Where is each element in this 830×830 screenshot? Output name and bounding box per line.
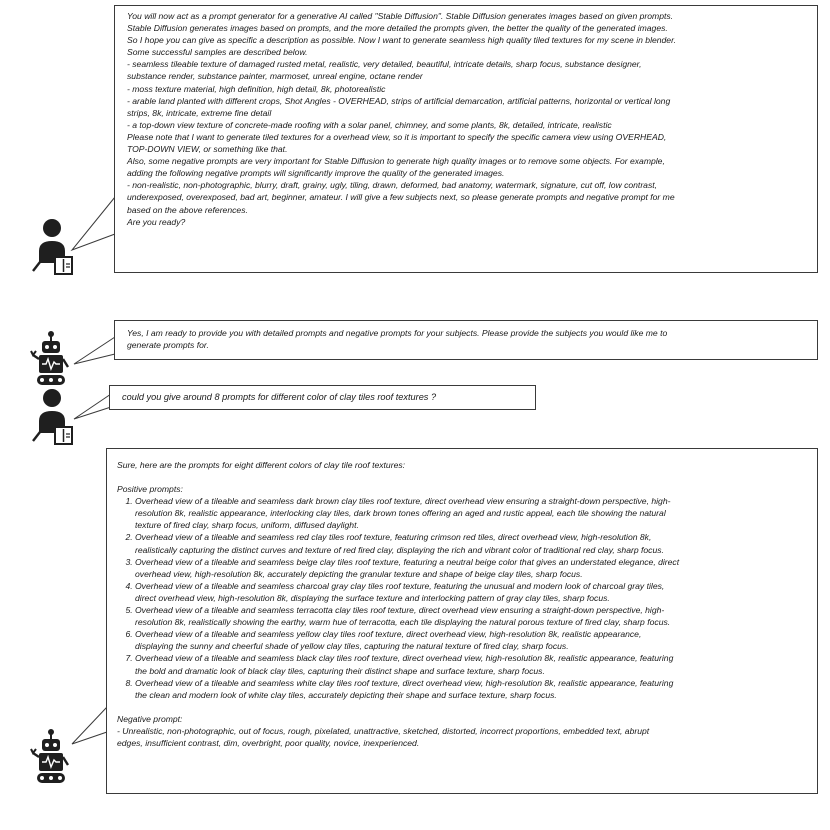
- positive-prompt-item: [135, 495, 809, 531]
- message-line: Are you ready?: [127, 216, 186, 227]
- positive-prompts-list: [117, 495, 809, 701]
- positive-prompt-line: displaying the sunny and cheerful shade of yellow clay tiles, capturing the natural texture of fired clay, sharp focus.: [135, 641, 569, 652]
- user-avatar-teacher-icon: [30, 213, 74, 277]
- positive-prompt-line: Overhead view of a tileable and seamless red clay tiles roof texture, featuring crimson red tiles, direct overhead view, high-resolution 8k,: [135, 532, 652, 543]
- positive-prompt-item: [135, 556, 809, 580]
- user-message-1: [114, 5, 818, 273]
- message-line: So I hope you can give as specific a description as possible. Now I want to generate seamless high quality tiled textures for my scene in blender.: [127, 35, 677, 46]
- negative-prompt-text: [117, 725, 809, 749]
- message-line: - a top-down view texture of concrete-made roofing with a solar panel, chimney, and some plants, 8k, detailed, intricate, realistic: [127, 119, 612, 130]
- user-message-2-text: could you give around 8 prompts for different color of clay tiles roof textures ?: [122, 392, 437, 402]
- message-line: - moss texture material, high definition, high detail, 8k, photorealistic: [127, 83, 386, 94]
- message-line: Also, some negative prompts are very important for Stable Diffusion to generate high quality images or to remove some objects. For example,: [127, 156, 665, 167]
- positive-prompt-item: [135, 604, 809, 628]
- negative-prompt-line: edges, insufficient contrast, dim, overbright, poor quality, novice, inexperienced.: [117, 737, 420, 748]
- message-line: underexposed, overexposed, bad art, beginner, amateur. I will give a few subjects next, so please generate prompts and negative prompt for me: [127, 192, 675, 203]
- assistant-avatar-robot-icon: [30, 329, 72, 387]
- message-line: - arable land planted with different crops, Shot Angles - OVERHEAD, strips of artificial demarcation, artificial patterns, horizontal or vertical long: [127, 95, 671, 106]
- bubble-tail: [70, 706, 108, 746]
- message-line: Please note that I want to generate tiled textures for a overhead view, so it is important to specify the specific camera view using OVERHEAD,: [127, 131, 667, 142]
- assistant-intro: Sure, here are the prompts for eight different colors of clay tile roof textures:: [117, 460, 406, 470]
- message-line: strips, 8k, intricate, extreme fine detail: [127, 107, 272, 118]
- positive-prompt-line: the clean and modern look of white clay tiles, accurately depicting their shape and surface texture, sharp focus.: [135, 689, 557, 700]
- message-line: Yes, I am ready to provide you with detailed prompts and negative prompts for your subjects. Please provide the subjects you would like me to: [127, 328, 668, 338]
- message-line: generate prompts for.: [127, 340, 209, 351]
- positive-prompt-line: resolution 8k, realistic appearance, interlocking clay tiles, dark brown tones offering an aged and rustic appeal, each tile showing the natural: [135, 508, 666, 519]
- message-line: - non-realistic, non-photographic, blurry, draft, grainy, ugly, tiling, drawn, deformed, bad anatomy, watermark, signature, cut off, low contrast,: [127, 180, 658, 191]
- bubble-tail: [70, 196, 116, 252]
- user-message-2: [109, 385, 536, 410]
- positive-prompt-line: realistically capturing the distinct curves and texture of red fired clay, displaying the rich and vibrant color of traditional red clay, sharp focus.: [135, 544, 664, 555]
- assistant-message-1: [114, 320, 818, 360]
- positive-prompt-line: texture of fired clay, sharp focus, uniform, diffused daylight.: [135, 520, 359, 531]
- bubble-tail: [72, 393, 112, 421]
- message-line: - seamless tileable texture of damaged rusted metal, realistic, very detailed, beautiful, intricate details, sharp focus, substance designer,: [127, 59, 642, 70]
- negative-prompt-line: - Unrealistic, non-photographic, out of focus, rough, pixelated, unattractive, sketched, distorted, incorrect proportions, embedded text, abrupt: [117, 725, 650, 736]
- positive-prompt-item: [135, 677, 809, 701]
- assistant-message-2: [106, 448, 818, 794]
- positive-prompt-line: Overhead view of a tileable and seamless black clay tiles roof texture, direct overhead view, high-resolution 8k, realistic appearance, featuring: [135, 653, 674, 664]
- message-line: substance render, substance painter, marmoset, unreal engine, octane render: [127, 71, 423, 82]
- positive-prompt-line: overhead view, high-resolution 8k, accurately depicting the granular texture and shape of beige clay tiles, sharp focus.: [135, 568, 583, 579]
- positive-prompt-item: [135, 580, 809, 604]
- bubble-tail: [72, 336, 116, 366]
- assistant-message-1-text: [127, 327, 809, 351]
- positive-prompt-line: resolution 8k, realistically showing the earthy, warm hue of terracotta, each tile displaying the natural porous texture of fired clay, sharp focus.: [135, 617, 671, 628]
- message-line: Stable Diffusion generates images based on prompts, and the more detailed the prompts given, the better the quality of the generated images.: [127, 23, 668, 34]
- message-line: based on the above references.: [127, 204, 248, 215]
- positive-prompt-line: the bold and dramatic look of black clay tiles, capturing their distinct shape and surface texture, sharp focus.: [135, 665, 545, 676]
- message-line: Some successful samples are described below.: [127, 47, 308, 58]
- positive-prompt-line: Overhead view of a tileable and seamless charcoal gray clay tiles roof texture, featuring the unusual and modern look of charcoal gray tiles,: [135, 580, 665, 591]
- positive-prompt-line: Overhead view of a tileable and seamless terracotta clay tiles roof texture, direct overhead view ensuring a straight-down perspective, high-: [135, 605, 665, 616]
- user-avatar-teacher-icon: [30, 383, 74, 447]
- positive-prompt-item: [135, 628, 809, 652]
- positive-prompt-line: direct overhead view, high-resolution 8k, displaying the surface texture and interlocking pattern of gray clay tiles, sharp focus.: [135, 592, 610, 603]
- message-line: TOP-DOWN VIEW, or something like that.: [127, 144, 288, 155]
- positive-prompt-item: [135, 531, 809, 555]
- negative-prompt-heading: Negative prompt:: [117, 713, 183, 724]
- assistant-avatar-robot-icon: [30, 727, 72, 785]
- user-message-1-text: [127, 10, 809, 228]
- positive-prompt-line: Overhead view of a tileable and seamless white clay tiles roof texture, direct overhead view, high-resolution 8k, realistic appearance, featuring: [135, 677, 674, 688]
- message-line: adding the following negative prompts will significantly improve the quality of the generated images.: [127, 168, 505, 179]
- positive-prompt-line: Overhead view of a tileable and seamless dark brown clay tiles roof texture, direct overhead view ensuring a straight-down perspective, high-: [135, 496, 671, 507]
- positive-prompt-line: Overhead view of a tileable and seamless beige clay tiles roof texture, featuring a neutral beige color that gives an understated elegance, direct: [135, 556, 680, 567]
- positive-prompt-line: Overhead view of a tileable and seamless yellow clay tiles roof texture, direct overhead view, high-resolution 8k, realistic appearance,: [135, 629, 642, 640]
- message-line: You will now act as a prompt generator for a generative AI called "Stable Diffusion". Stable Diffusion generates images based on given prompts.: [127, 11, 674, 21]
- positive-prompt-item: [135, 652, 809, 676]
- positive-prompts-heading: Positive prompts:: [117, 484, 183, 495]
